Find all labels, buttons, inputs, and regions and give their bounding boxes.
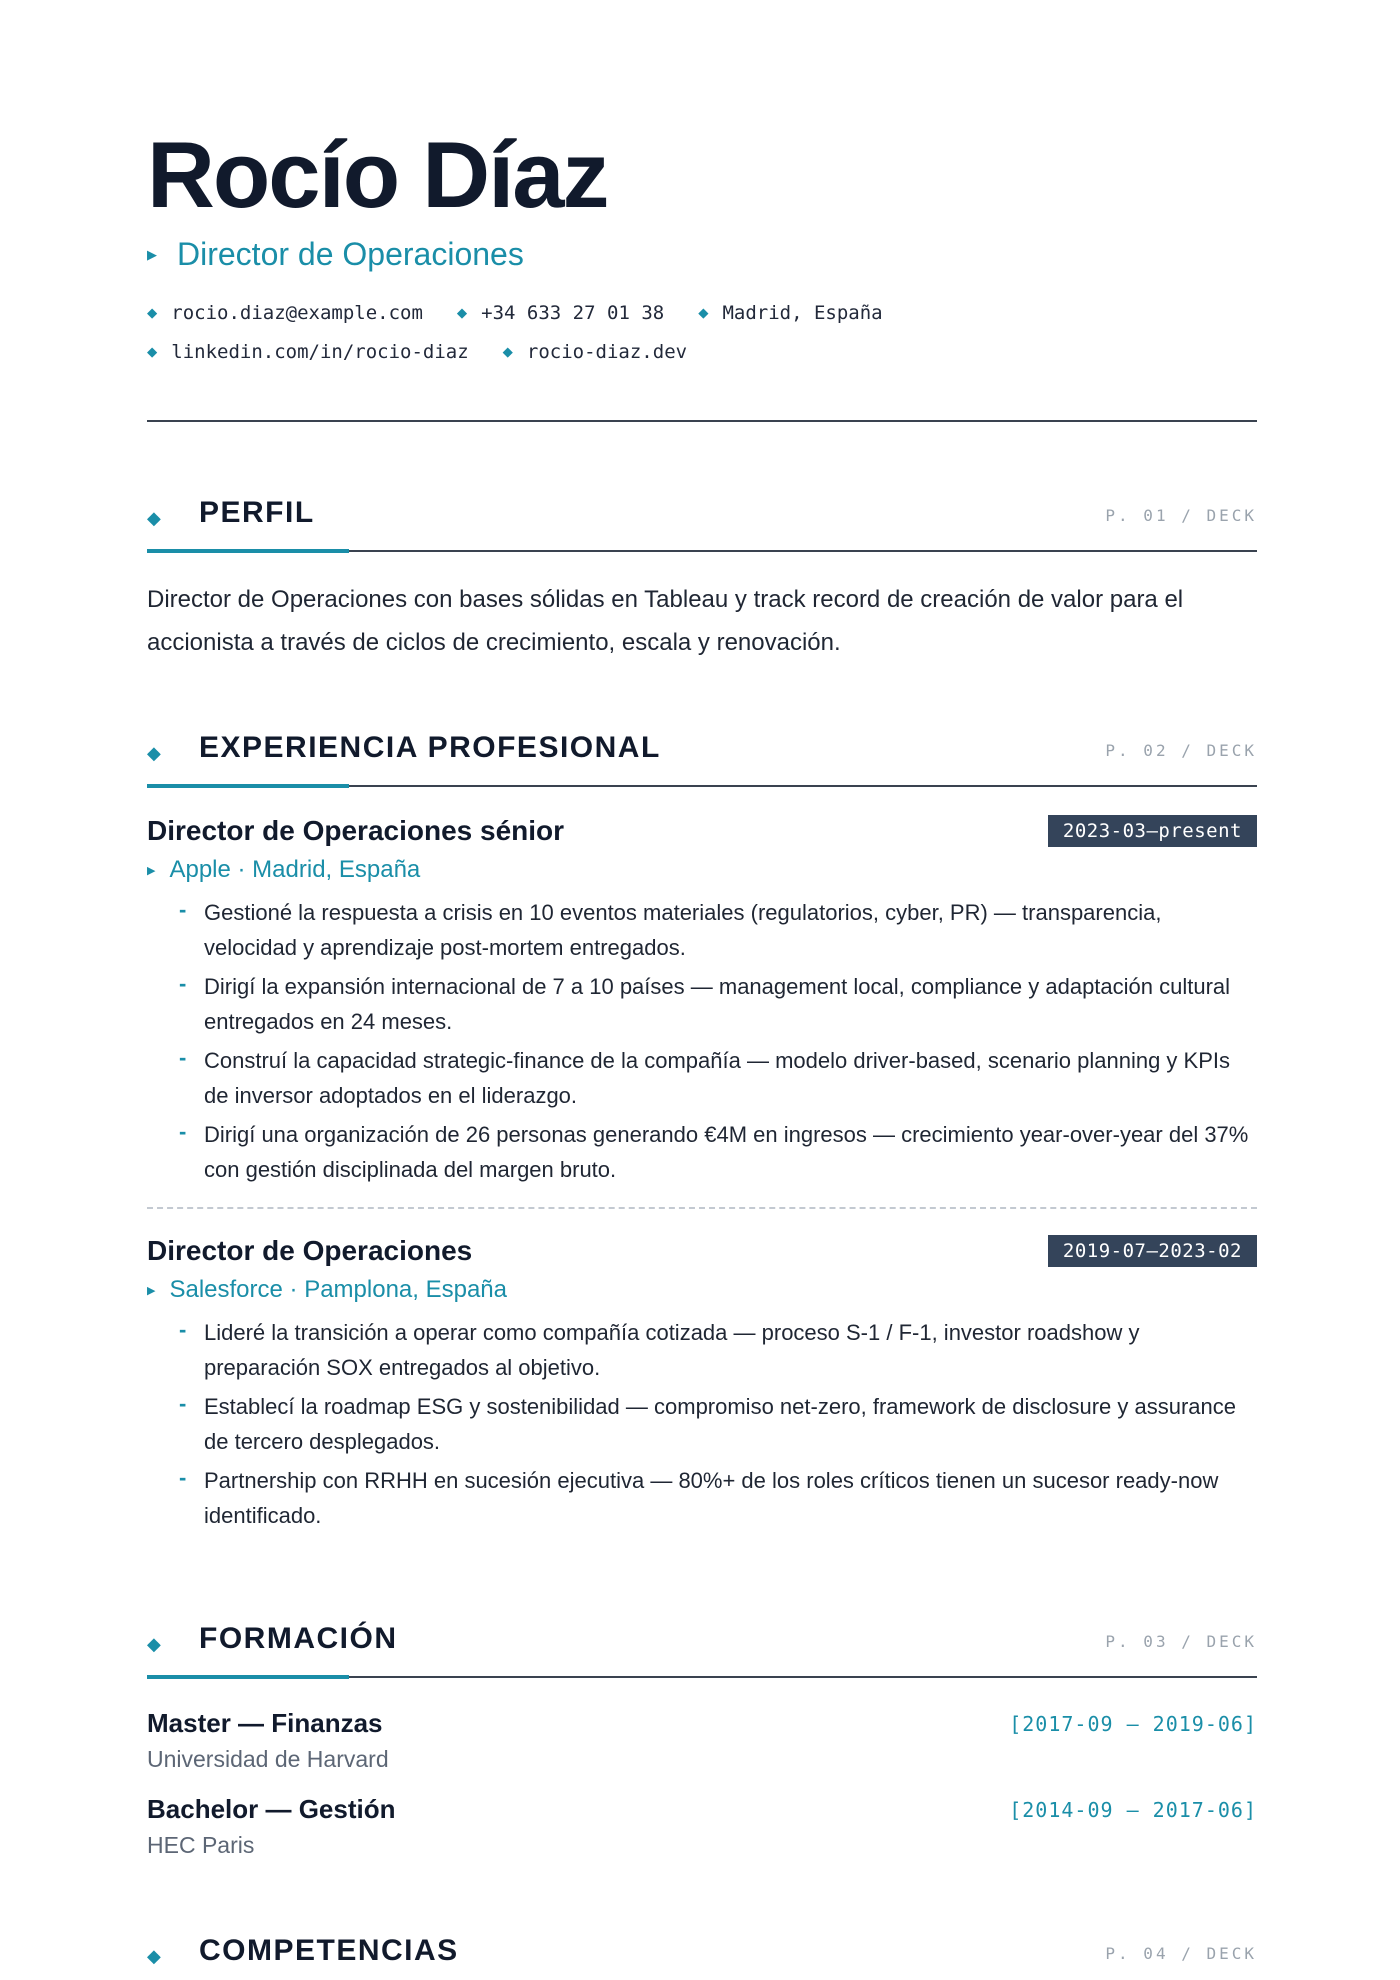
dash-icon: - [179, 1317, 187, 1342]
education-school: HEC Paris [147, 1832, 255, 1858]
profile-summary: Director de Operaciones con bases sólidas en Tableau y track record de creación de valor para el accionista a través de ciclos de crecimiento, escala y renovación. [147, 586, 1184, 656]
section-page-label: P. 02 / DECK [1105, 741, 1257, 760]
section-title: FORMACIÓN [199, 1622, 398, 1655]
section-page-label: P. 01 / DECK [1105, 506, 1257, 525]
diamond-icon: ◆ [147, 1634, 161, 1654]
job-dates-badge: 2019-07—2023-02 [1048, 1235, 1257, 1267]
job-bullets [179, 895, 1249, 1191]
list-item: - Dirigí la expansión internacional de 7 a 10 países — management local, compliance y adaptación cultural entregados en 24 meses. [179, 969, 1249, 1039]
role-label: Director de Operaciones [177, 236, 524, 272]
diamond-icon: ◆ [147, 743, 161, 763]
contact-email[interactable]: ◆ rocio.diaz@example.com [147, 302, 423, 324]
job-company: ▶ Apple · Madrid, España [147, 856, 421, 883]
list-item: - Gestioné la respuesta a crisis en 10 eventos materiales (regulatorios, cyber, PR) — transparencia, velocidad y aprendizaje post-mortem entregados. [179, 895, 1249, 965]
job-company: ▶ Salesforce · Pamplona, España [147, 1276, 507, 1303]
section-header-perfil [147, 496, 1257, 552]
contact-row-1 [147, 302, 917, 324]
contact-linkedin[interactable]: ◆ linkedin.com/in/rocio-diaz [147, 341, 469, 363]
diamond-icon: ◆ [147, 508, 161, 528]
diamond-icon: ◆ [502, 342, 513, 362]
dash-icon: - [179, 897, 187, 922]
contact-row-2 [147, 341, 721, 363]
education-degree: Bachelor — Gestión [147, 1794, 396, 1824]
job-bullets [179, 1315, 1249, 1537]
section-page-label: P. 03 / DECK [1105, 1632, 1257, 1651]
section-header-formacion [147, 1622, 1257, 1678]
dash-icon: - [179, 1391, 187, 1416]
education-school: Universidad de Harvard [147, 1746, 389, 1772]
section-title: EXPERIENCIA PROFESIONAL [199, 731, 661, 764]
section-header-competencias [147, 1934, 1257, 1980]
contact-website[interactable]: ◆ rocio-diaz.dev [502, 341, 688, 363]
section-header-experiencia [147, 731, 1257, 787]
education-degree: Master — Finanzas [147, 1708, 383, 1738]
job-title: Director de Operaciones sénior [147, 815, 565, 846]
diamond-icon: ◆ [698, 303, 709, 323]
dash-icon: - [179, 1465, 187, 1490]
dash-icon: - [179, 1119, 187, 1144]
job-separator [147, 1207, 1257, 1209]
education-dates: [2014-09 – 2017-06] [1009, 1798, 1257, 1822]
candidate-role [147, 236, 524, 273]
contact-location: ◆ Madrid, España [698, 302, 883, 324]
diamond-icon: ◆ [147, 303, 158, 323]
candidate-name: Rocío Díaz [147, 122, 608, 227]
section-accent-bar [147, 549, 349, 553]
section-accent-bar [147, 1675, 349, 1679]
job-dates-badge: 2023-03—present [1048, 815, 1257, 847]
list-item: - Dirigí una organización de 26 personas generando €4M en ingresos — crecimiento year-over-year del 37% con gestión disciplinada del margen bruto. [179, 1117, 1249, 1187]
section-page-label: P. 04 / DECK [1105, 1944, 1257, 1963]
contact-phone[interactable]: ◆ +34 633 27 01 38 [456, 302, 665, 324]
list-item: - Lideré la transición a operar como compañía cotizada — proceso S-1 / F-1, investor roadshow y preparación SOX entregados al objetivo. [179, 1315, 1249, 1385]
section-accent-bar [147, 784, 349, 788]
list-item: - Establecí la roadmap ESG y sostenibilidad — compromiso net-zero, framework de disclosure y assurance de tercero desplegados. [179, 1389, 1249, 1459]
triangle-icon: ▶ [147, 864, 156, 877]
dash-icon: - [179, 971, 187, 996]
triangle-icon: ▶ [147, 246, 157, 262]
diamond-icon: ◆ [456, 303, 468, 323]
list-item: - Construí la capacidad strategic-finance de la compañía — modelo driver-based, scenario planning y KPIs de inversor adoptados en el liderazgo. [179, 1043, 1249, 1113]
section-title: COMPETENCIAS [199, 1934, 459, 1967]
section-title: PERFIL [199, 496, 315, 529]
triangle-icon: ▶ [147, 1284, 156, 1297]
job-title: Director de Operaciones [147, 1235, 473, 1266]
header-divider [147, 420, 1257, 422]
diamond-icon: ◆ [147, 1946, 161, 1966]
list-item: - Partnership con RRHH en sucesión ejecutiva — 80%+ de los roles críticos tienen un sucesor ready-now identificado. [179, 1463, 1249, 1533]
diamond-icon: ◆ [147, 342, 158, 362]
education-dates: [2017-09 – 2019-06] [1009, 1712, 1257, 1736]
dash-icon: - [179, 1045, 187, 1070]
